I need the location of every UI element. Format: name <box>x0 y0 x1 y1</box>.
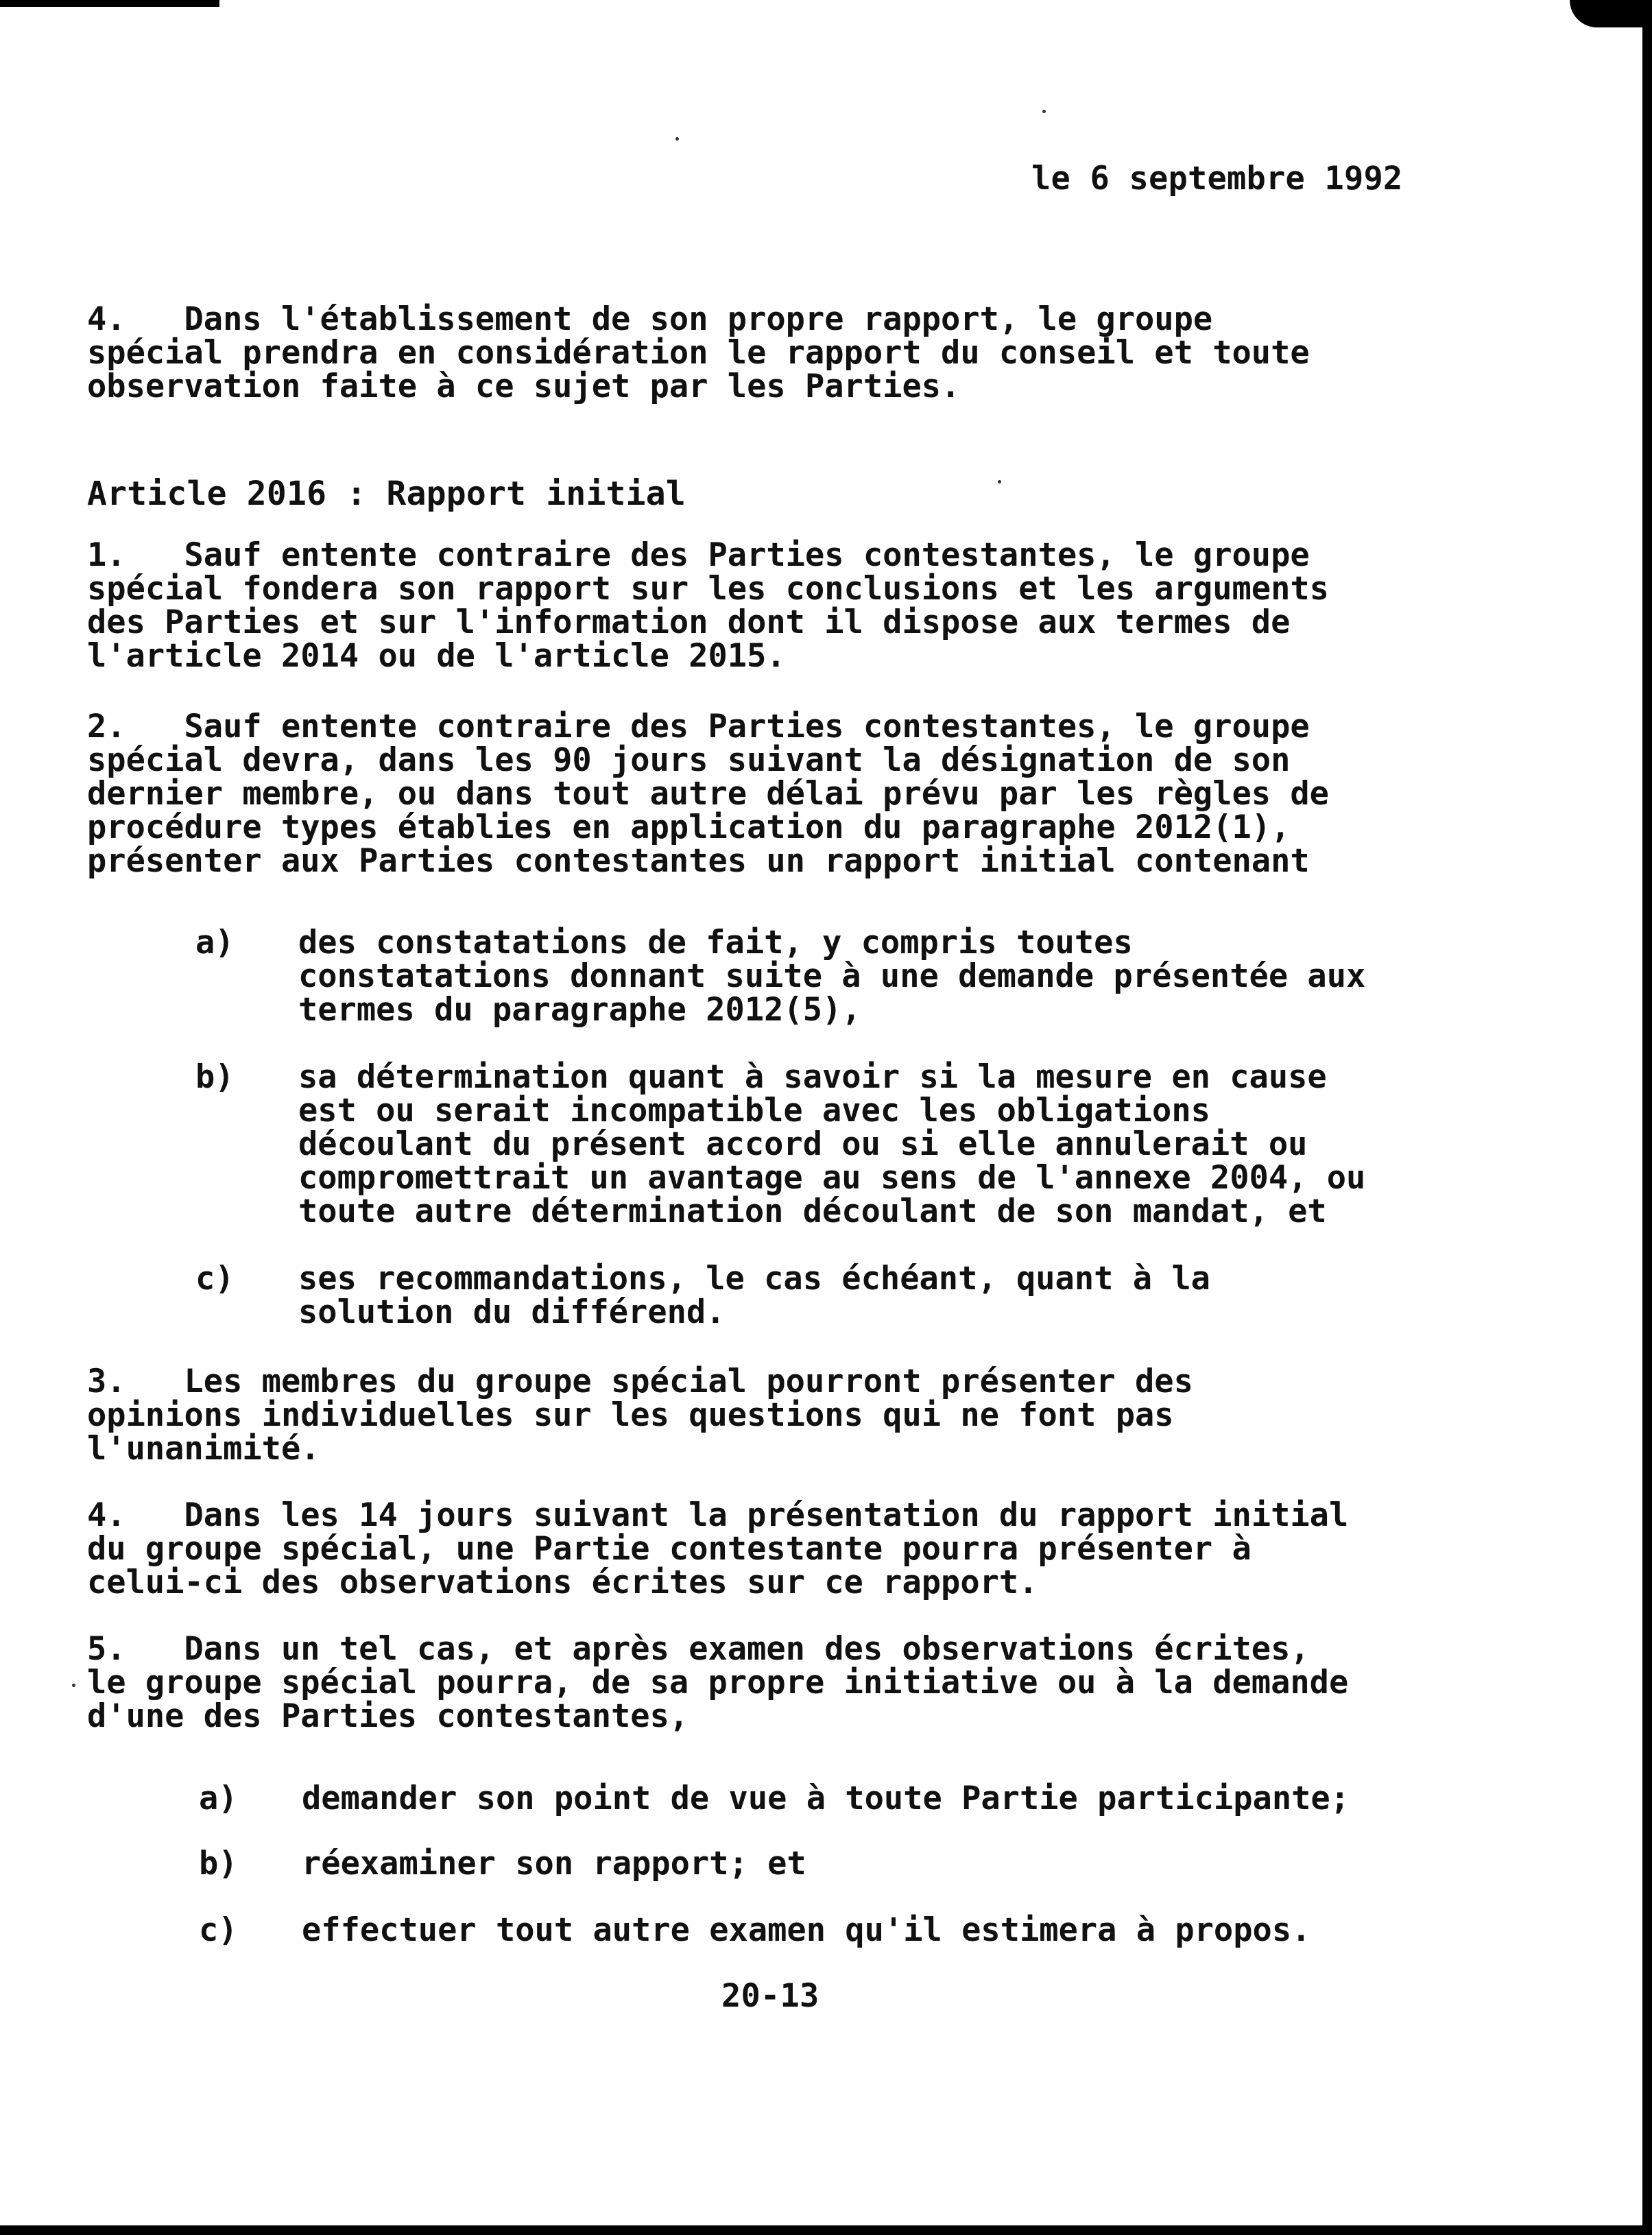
item-text: demander son point de vue à toute Partie participante; <box>302 1780 1350 1817</box>
item-letter: c) <box>195 1260 235 1298</box>
item-letter: a) <box>195 924 235 961</box>
page-number: 20-13 <box>721 1977 819 2015</box>
scan-edge-corner <box>1570 0 1652 27</box>
item-text: ses recommandations, le cas échéant, quant à la solution du différend. <box>298 1260 1210 1331</box>
scan-speck <box>675 137 679 141</box>
item-letter: b) <box>195 1058 235 1096</box>
item-text: des constatations de fait, y compris toutes constatations donnant suite à une demande présentée aux termes du paragraphe 2012(5), <box>298 924 1366 1029</box>
item-letter: a) <box>199 1780 238 1817</box>
scan-speck <box>1042 110 1046 113</box>
scan-speck <box>998 480 1001 483</box>
paragraph-4: 4. Dans les 14 jours suivant la présentation du rapport initial du groupe spécial, une Partie contestante pourra présenter à celui-ci des observations écrites sur ce rapport. <box>87 1496 1349 1601</box>
item-text: sa détermination quant à savoir si la mesure en cause est ou serait incompatible avec les obligations découlant du présent accord ou si elle annulerait ou compromettrait un avantage au sens de l'annexe 2004, ou toute autre détermination découlant de son mandat, et <box>298 1058 1366 1230</box>
scan-edge-right <box>1642 0 1652 2235</box>
article-heading: Article 2016 : Rapport initial <box>87 475 686 513</box>
intro-paragraph: 4. Dans l'établissement de son propre rapport, le groupe spécial prendra en considération le rapport du conseil et toute observation faite à ce sujet par les Parties. <box>87 300 1310 405</box>
paragraph-1: 1. Sauf entente contraire des Parties contestantes, le groupe spécial fondera son rapport sur les conclusions et les arguments des Parties et sur l'information dont il dispose aux termes de l'article 2014 ou de l'article 2015. <box>87 536 1329 675</box>
item-letter: b) <box>199 1845 238 1883</box>
item-text: effectuer tout autre examen qu'il estimera à propos. <box>302 1911 1311 1949</box>
scan-edge-top <box>0 0 219 7</box>
scan-speck <box>72 1684 75 1687</box>
scan-edge-bottom <box>0 2225 1652 2235</box>
paragraph-2: 2. Sauf entente contraire des Parties contestantes, le groupe spécial devra, dans les 90 jours suivant la désignation de son dernier membre, ou dans tout autre délai prévu par les règles de procédure types établies en application du paragraphe 2012(1), présenter aux Parties contestantes un rapport initial contenant <box>87 708 1329 880</box>
document-date: le 6 septembre 1992 <box>1031 160 1403 198</box>
item-text: réexaminer son rapport; et <box>302 1845 806 1883</box>
item-letter: c) <box>199 1911 238 1949</box>
paragraph-5: 5. Dans un tel cas, et après examen des observations écrites, le groupe spécial pourra, de sa propre initiative ou à la demande d'une des Parties contestantes, <box>87 1630 1349 1735</box>
paragraph-3: 3. Les membres du groupe spécial pourront présenter des opinions individuelles sur les questions qui ne font pas l'unanimité. <box>87 1363 1193 1468</box>
